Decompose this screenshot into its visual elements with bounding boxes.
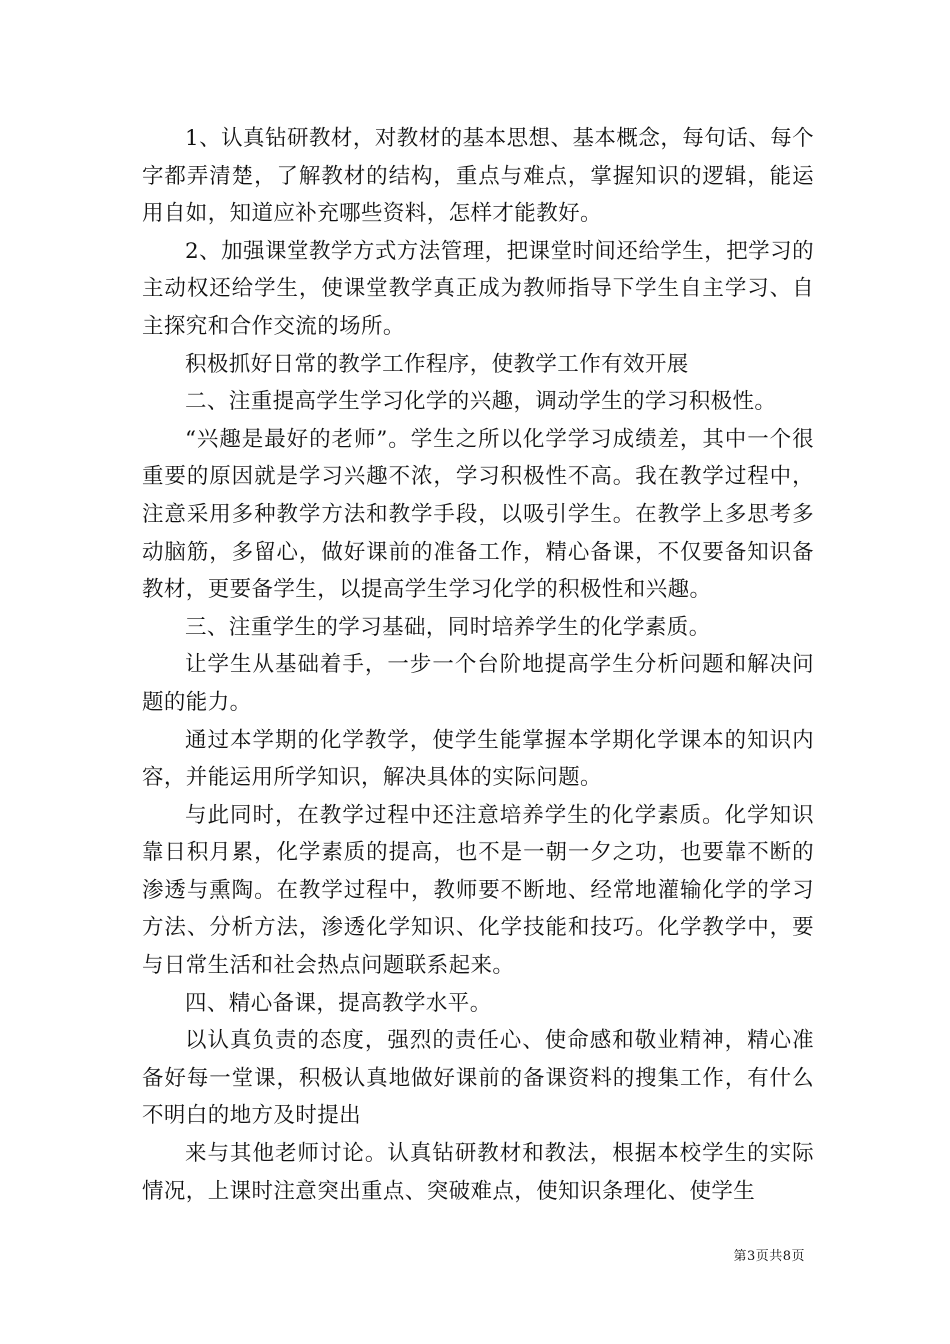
paragraph: 以认真负责的态度，强烈的责任心、使命感和敬业精神，精心准备好每一堂课，积极认真地做好课前的备课资料的搜集工作，有什么不明白的地方及时提出	[142, 1028, 814, 1129]
document-body	[142, 120, 814, 1210]
paragraph: 1、认真钻研教材，对教材的基本思想、基本概念，每句话、每个字都弄清楚，了解教材的结构，重点与难点，掌握知识的逻辑，能运用自如，知道应补充哪些资料，怎样才能教好。	[142, 126, 814, 227]
section-heading: 三、注重学生的学习基础，同时培养学生的化学素质。	[185, 614, 711, 640]
paragraph: 积极抓好日常的教学工作程序，使教学工作有效开展	[185, 351, 689, 377]
paragraph: 与此同时，在教学过程中还注意培养学生的化学素质。化学知识靠日积月累，化学素质的提高，也不是一朝一夕之功，也要靠不断的渗透与熏陶。在教学过程中，教师要不断地、经常地灌输化学的学习方法、分析方法，渗透化学知识、化学技能和技巧。化学教学中，要与日常生活和社会热点问题联系起来。	[142, 802, 814, 979]
section-heading: 二、注重提高学生学习化学的兴趣，调动学生的学习积极性。	[185, 389, 777, 415]
section-heading: 四、精心备课，提高教学水平。	[185, 990, 492, 1016]
page-number: 第3页共8页	[733, 1249, 805, 1264]
paragraph: 2、加强课堂教学方式方法管理，把课堂时间还给学生，把学习的主动权还给学生，使课堂教学真正成为教师指导下学生自主学习、自主探究和合作交流的场所。	[142, 238, 814, 339]
paragraph: 通过本学期的化学教学，使学生能掌握本学期化学课本的知识内容，并能运用所学知识，解决具体的实际问题。	[142, 727, 814, 791]
paragraph: 让学生从基础着手，一步一个台阶地提高学生分析问题和解决问题的能力。	[142, 652, 814, 715]
paragraph: 来与其他老师讨论。认真钻研教材和教法，根据本校学生的实际情况，上课时注意突出重点、突破难点，使知识条理化、使学生	[142, 1141, 814, 1204]
paragraph: “兴趣是最好的老师”。学生之所以化学学习成绩差，其中一个很重要的原因就是学习兴趣不浓，学习积极性不高。我在教学过程中，注意采用多种教学方法和教学手段，以吸引学生。在教学上多思考多动脑筋，多留心，做好课前的准备工作，精心备课，不仅要备知识备教材，更要备学生，以提高学生学习化学的积极性和兴趣。	[142, 426, 814, 603]
